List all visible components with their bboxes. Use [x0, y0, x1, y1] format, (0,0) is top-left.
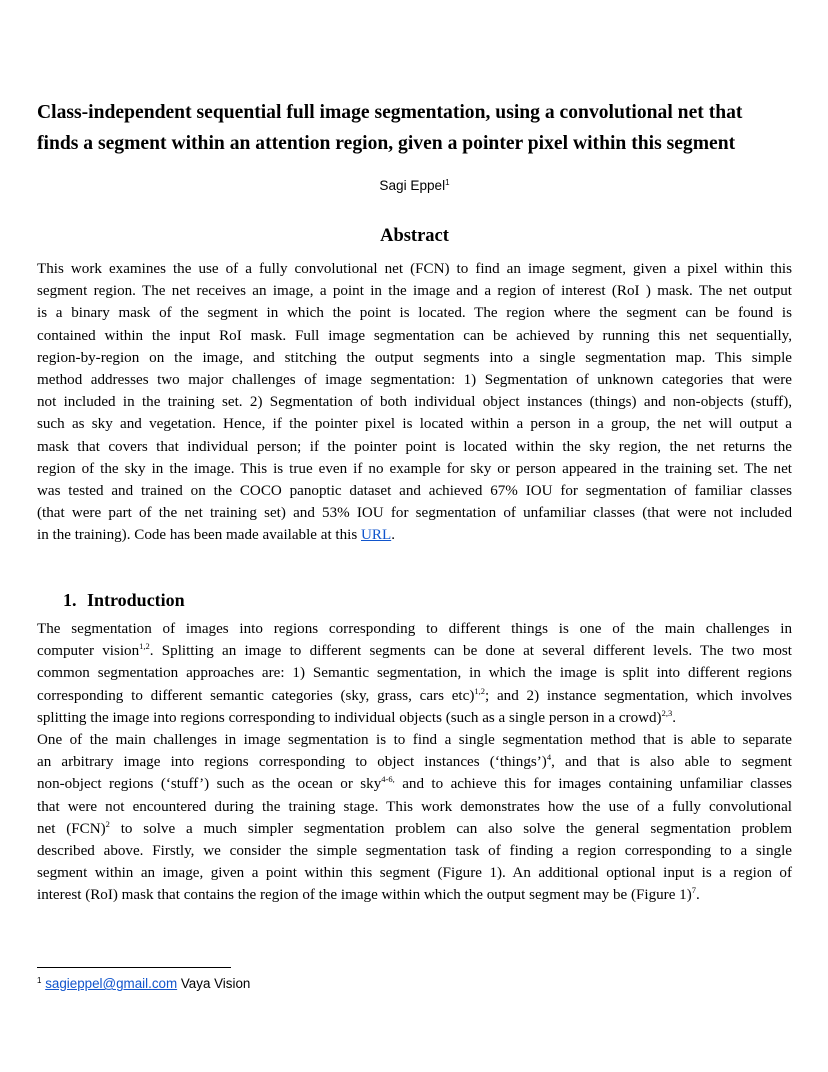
code-url-link[interactable]: URL — [361, 527, 392, 544]
line-text: . — [696, 887, 700, 904]
paragraph-line — [37, 662, 792, 684]
introduction-paragraph-2 — [37, 729, 792, 907]
paragraph-line — [37, 884, 792, 906]
line-text: net (FCN) — [37, 820, 106, 837]
abstract-text — [37, 258, 792, 547]
line-text: non-object regions (‘stuff’) such as the ocean or sky — [37, 776, 382, 793]
line-text: described above. Firstly, we consider the simple segmentation task of finding a region corresponding to a single — [37, 843, 792, 860]
abstract-line: such as sky and vegetation. Hence, if the pointer pixel is located within a person in a group, the net will output a — [37, 416, 792, 433]
line-text: . — [672, 709, 676, 726]
line-text: The segmentation of images into regions corresponding to different things is one of the main challenges in — [37, 621, 792, 637]
paragraph-line — [37, 685, 792, 707]
paragraph-line — [37, 729, 792, 751]
citation-ref: 4 — [546, 752, 552, 763]
abstract-line: This work examines the use of a fully convolutional net (FCN) to find an image segment, given a pixel within this — [37, 261, 792, 277]
footnote-marker: 1 — [37, 976, 42, 985]
line-text: to solve a much simpler segmentation problem can also solve the general segmentation problem — [109, 820, 792, 837]
title-line: finds a segment within an attention region, given a pointer pixel within this segment — [37, 133, 736, 154]
line-text: an arbitrary image into regions corresponding to object instances (‘things’) — [37, 754, 547, 771]
abstract-line: region-by-region on the image, and stitching the output segments into a single segmentation map. This simple — [37, 349, 792, 366]
author-email-link[interactable]: sagieppel@gmail.com — [45, 976, 178, 991]
line-text: computer vision — [37, 643, 140, 660]
line-text: . Splitting an image to different segments can be done at several different levels. The two most — [149, 643, 792, 660]
paper-title — [37, 97, 792, 159]
introduction-heading — [63, 590, 185, 611]
author-footnote-marker: 1 — [445, 178, 450, 187]
abstract-line: not included in the training set. 2) Segmentation of both individual object instances (things) and non-objects (stuff), — [37, 394, 792, 411]
line-text: , and that is also able to segment — [551, 754, 792, 771]
line-text: common segmentation approaches are: 1) Semantic segmentation, in which the image is split into different regions — [37, 665, 792, 682]
paragraph-line — [37, 862, 792, 884]
abstract-line: is a binary mask of the segment in which the point is located. The region where the segment can be found is — [37, 305, 792, 322]
paragraph-line — [37, 773, 792, 795]
title-line: Class-independent sequential full image segmentation, using a convolutional net that — [37, 102, 743, 123]
author-line — [37, 178, 792, 193]
abstract-line-final — [37, 524, 792, 546]
line-text: splitting the image into regions corresponding to individual objects (such as a single person in a crowd) — [37, 709, 662, 726]
line-text: and to achieve this for images containing unfamiliar classes — [394, 776, 793, 793]
section-title: Introduction — [87, 590, 185, 610]
abstract-line: mask that covers that individual person; if the pointer point is located within the sky region, the net returns the — [37, 438, 792, 455]
citation-ref: 2 — [105, 818, 110, 829]
paragraph-line — [37, 618, 792, 640]
abstract-line: segment region. The net receives an image, a point in the image and a region of interest (RoI ) mask. The net output — [37, 283, 792, 300]
citation-ref: 1,2 — [474, 685, 485, 696]
author-name: Sagi Eppel — [379, 178, 446, 193]
section-number: 1. — [63, 590, 77, 610]
line-text: corresponding to different semantic categories (sky, grass, cars etc) — [37, 687, 475, 704]
footnote-divider — [37, 967, 231, 968]
abstract-line: was tested and trained on the COCO panoptic dataset and achieved 67% IOU for segmentation of familiar classes — [37, 483, 792, 500]
abstract-heading: Abstract — [380, 226, 449, 246]
footnote-affiliation: Vaya Vision — [177, 976, 251, 991]
abstract-line: (that were part of the net training set) and 53% IOU for segmentation of unfamiliar classes (that were not included — [37, 505, 792, 522]
abstract-line: method addresses two major challenges of image segmentation: 1) Segmentation of unknown categories that were — [37, 372, 792, 389]
introduction-paragraph-1 — [37, 618, 792, 729]
paragraph-line — [37, 818, 792, 840]
paragraph-line — [37, 751, 792, 773]
abstract-line-final-end: . — [391, 527, 395, 544]
citation-ref: 4-6, — [381, 774, 395, 785]
citation-ref: 7 — [691, 885, 696, 896]
paragraph-line — [37, 707, 792, 729]
paragraph-line — [37, 796, 792, 818]
line-text: ; and 2) instance segmentation, which involves — [484, 687, 792, 704]
citation-ref: 1,2 — [139, 641, 150, 652]
line-text: that were not encountered during the training stage. This work demonstrates how the use of a fully convolutional — [37, 798, 792, 815]
line-text: segment within an image, given a point within this segment (Figure 1). An additional optional input is a region of — [37, 865, 792, 882]
citation-ref: 2,3 — [661, 707, 673, 718]
paragraph-line — [37, 640, 792, 662]
abstract-line: contained within the input RoI mask. Full image segmentation can be achieved by running this net sequentially, — [37, 327, 792, 344]
paragraph-line — [37, 840, 792, 862]
footnote — [37, 976, 250, 991]
line-text: One of the main challenges in image segmentation is to find a single segmentation method that is able to separate — [37, 732, 792, 748]
abstract-line-final-text: in the training). Code has been made available at this — [37, 527, 361, 544]
line-text: interest (RoI) mask that contains the region of the image within which the output segment may be (Figure 1) — [37, 887, 692, 904]
abstract-line: region of the sky in the image. This is true even if no example for sky or person appeared in the training set. The net — [37, 460, 792, 477]
